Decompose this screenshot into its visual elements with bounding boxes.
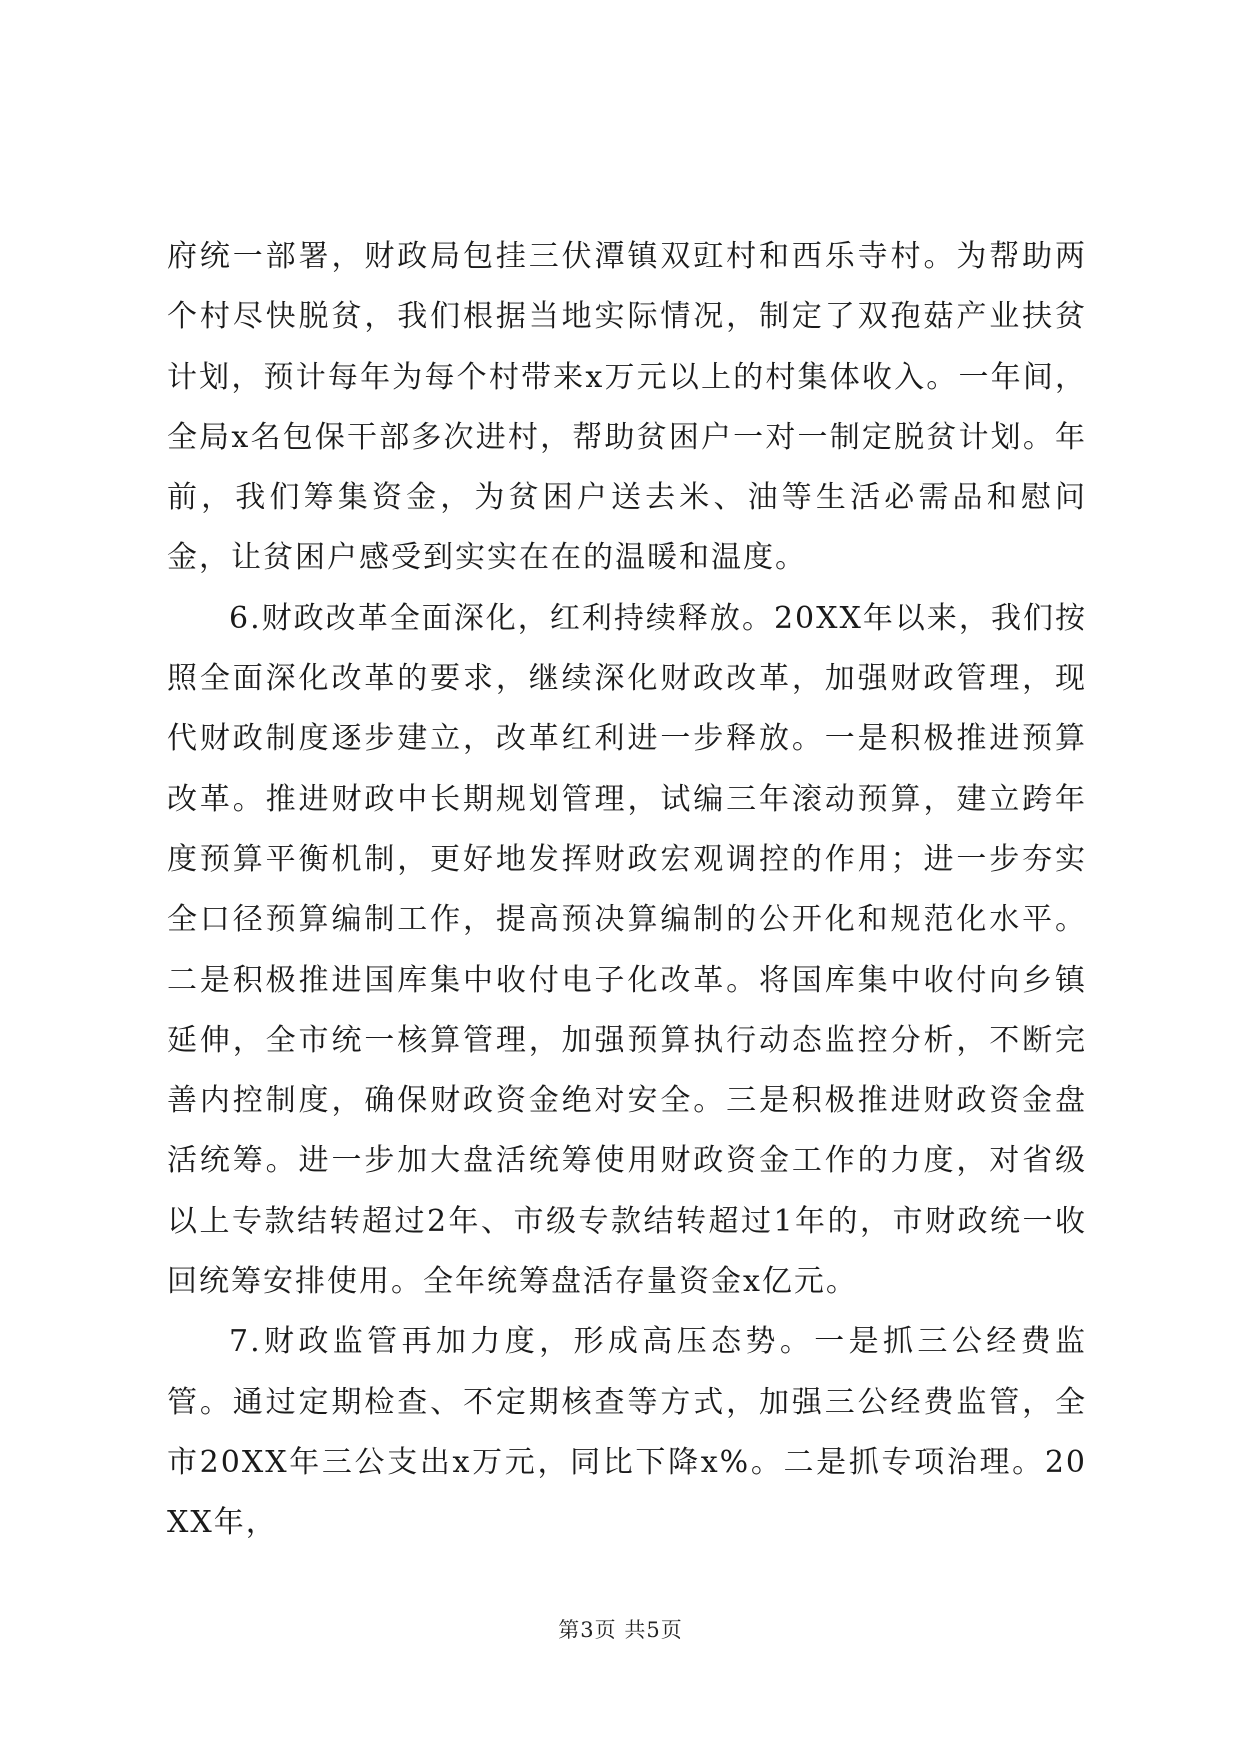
paragraph-3: 7.财政监管再加力度，形成高压态势。一是抓三公经费监管。通过定期检查、不定期核查等方式，加强三公经费监管，全市20XX年三公支出x万元，同比下降x%。二是抓专项治理。20XX年， xyxy=(167,1324,1087,1541)
paragraph-2: 6.财政改革全面深化，红利持续释放。20XX年以来，我们按照全面深化改革的要求，继续深化财政改革，加强财政管理，现代财政制度逐步建立，改革红利进一步释放。一是积极推进预算改革。推进财政中长期规划管理，试编三年滚动预算，建立跨年度预算平衡机制，更好地发挥财政宏观调控的作用；进一步夯实全口径预算编制工作，提高预决算编制的公开化和规范化水平。二是积极推进国库集中收付电子化改革。将国库集中收付向乡镇延伸，全市统一核算管理，加强预算执行动态监控分析，不断完善内控制度，确保财政资金绝对安全。三是积极推进财政资金盘活统筹。进一步加大盘活统筹使用财政资金工作的力度，对省级以上专款结转超过2年、市级专款结转超过1年的，市财政统一收回统筹安排使用。全年统筹盘活存量资金x亿元。 xyxy=(167,600,1087,1300)
document-body xyxy=(167,227,1087,1554)
paragraph-1: 府统一部署，财政局包挂三伏潭镇双豇村和西乐寺村。为帮助两个村尽快脱贫，我们根据当地实际情况，制定了双孢菇产业扶贫计划，预计每年为每个村带来x万元以上的村集体收入。一年间，全局x名包保干部多次进村，帮助贫困户一对一制定脱贫计划。年前，我们筹集资金，为贫困户送去米、油等生活必需品和慰问金，让贫困户感受到实实在在的温暖和温度。 xyxy=(167,239,1087,576)
page-number-footer: 第3页 共5页 xyxy=(558,1618,683,1642)
